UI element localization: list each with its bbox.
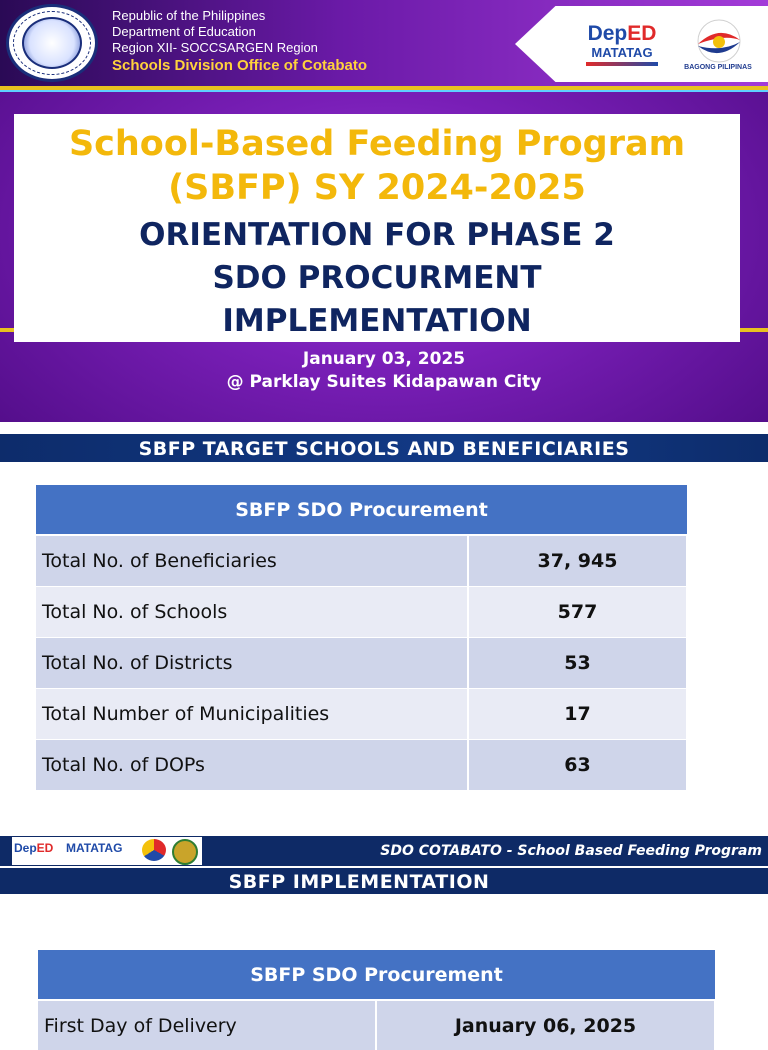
row-label: Total No. of Beneficiaries [36,535,468,586]
row-label: First Day of Delivery [38,1000,376,1050]
footer-deped-dep: Dep [14,841,37,855]
deped-seal-icon [6,4,98,82]
deped-matatag-logo [576,22,668,66]
row-value: 17 [468,688,687,739]
seal-ring [13,11,91,75]
table-row [36,637,687,688]
matatag-logo-stripe [586,62,658,66]
implementation-table-header: SBFP SDO Procurement [38,950,715,1000]
matatag-logo-word: MATATAG [591,45,653,60]
target-schools-title: SBFP TARGET SCHOOLS AND BENEFICIARIES [138,438,630,460]
footer-deped-logo [14,841,53,855]
event-venue: @ Parklay Suites Kidapawan City [226,372,542,392]
subtitle-line1: ORIENTATION FOR PHASE 2 [139,217,615,253]
deped-logo-word [576,22,668,46]
row-value: 63 [468,739,687,790]
beneficiaries-table-header: SBFP SDO Procurement [36,485,687,535]
gov-line-region: Region XII- SOCCSARGEN Region [112,40,318,55]
event-date: January 03, 2025 [302,349,466,369]
row-label: Total Number of Municipalities [36,688,468,739]
row-label: Total No. of Schools [36,586,468,637]
subtitle-line2: SDO PROCURMENT [212,260,542,296]
program-title-line2: (SBFP) SY 2024-2025 [168,168,586,208]
table-row [36,739,687,790]
row-value: 37, 945 [468,535,687,586]
row-label: Total No. of Districts [36,637,468,688]
program-title-line1: School-Based Feeding Program [68,124,686,164]
government-header-text [112,8,367,76]
bagong-pilipinas-logo-icon [684,18,754,64]
header-blue-line [0,90,768,92]
deped-logo-ed: ED [627,22,657,45]
footer-text: SDO COTABATO - School Based Feeding Program [380,843,762,859]
table-row [36,586,687,637]
footer-matatag-logo: MATATAG [66,841,123,855]
implementation-table [38,950,716,1050]
table-row [36,688,687,739]
event-details [0,348,768,394]
row-label: Total No. of DOPs [36,739,468,790]
row-value: January 06, 2025 [376,1000,715,1050]
gov-line-department: Department of Education [112,24,256,39]
table-row [36,535,687,586]
row-value: 577 [468,586,687,637]
subtitle-line3: IMPLEMENTATION [222,303,532,339]
orientation-subtitle [14,214,740,343]
title-slide [0,0,768,422]
gov-line-republic: Republic of the Philippines [112,8,266,23]
footer-bagong-pilipinas-icon [142,839,166,861]
footer-deped-ed: ED [36,841,54,855]
title-box [14,114,740,342]
program-title [14,122,740,210]
footer-division-seal-icon [172,839,198,865]
beneficiaries-table [36,485,688,790]
row-value: 53 [468,637,687,688]
deped-logo-dep: Dep [587,22,628,45]
table-row [38,1000,715,1050]
division-office-name: Schools Division Office of Cotabato [112,57,368,74]
implementation-title: SBFP IMPLEMENTATION [228,871,490,893]
bagong-pilipinas-text: BAGONG PILIPINAS [684,64,752,71]
